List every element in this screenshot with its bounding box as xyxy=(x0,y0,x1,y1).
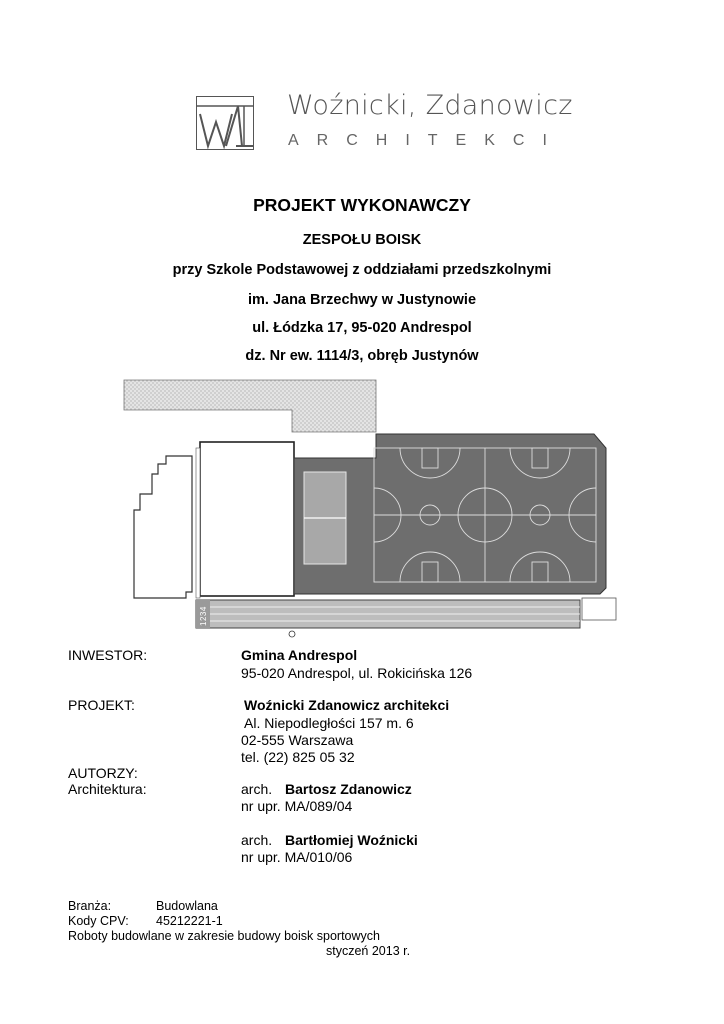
works-description: Roboty budowlane w zakresie budowy boisk sportowych xyxy=(68,929,380,943)
author-license: nr upr. MA/010/06 xyxy=(241,849,353,865)
author-name: Bartłomiej Woźnicki xyxy=(285,832,418,848)
shot-put-circle xyxy=(289,631,295,637)
author-license: nr upr. MA/089/04 xyxy=(241,798,353,814)
investor-label: INWESTOR: xyxy=(68,647,148,663)
cpv-value: 45212221-1 xyxy=(156,914,223,928)
firm-name: Woźnicki, Zdanowicz xyxy=(287,90,573,121)
project-firm: Woźnicki Zdanowicz architekci xyxy=(244,697,450,713)
project-street: Al. Niepodległości 157 m. 6 xyxy=(244,715,414,731)
document-title: PROJEKT WYKONAWCZY xyxy=(253,195,471,215)
project-label: PROJEKT: xyxy=(68,697,135,713)
investor-name: Gmina Andrespol xyxy=(241,647,358,663)
firm-logo-icon xyxy=(196,96,254,150)
school-building xyxy=(134,456,192,598)
sports-hall xyxy=(200,442,294,596)
branza-value: Budowlana xyxy=(156,899,218,913)
author-prefix: arch. xyxy=(241,781,273,797)
investor-address: 95-020 Andrespol, ul. Rokicińska 126 xyxy=(241,665,473,681)
site-plan-drawing xyxy=(120,378,620,638)
basketball-courts xyxy=(374,448,596,582)
firm-subtitle: ARCHITEKCI xyxy=(288,132,565,149)
author-prefix: arch. xyxy=(241,832,273,848)
title-line-2: ZESPOŁU BOISK xyxy=(302,232,422,248)
cpv-label: Kody CPV: xyxy=(68,914,129,928)
branza-label: Branża: xyxy=(68,899,112,913)
title-line-3: przy Szkole Podstawowej z oddziałami przedszkolnymi xyxy=(172,262,552,278)
architecture-label: Architektura: xyxy=(68,781,147,797)
long-jump-pit xyxy=(582,598,616,620)
title-line-4: im. Jana Brzechwy w Justynowie xyxy=(247,292,477,308)
document-date: styczeń 2013 r. xyxy=(326,944,411,958)
project-city: 02-555 Warszawa xyxy=(241,732,354,748)
authors-label: AUTORZY: xyxy=(68,765,138,781)
track-lane-numbers: 1234 xyxy=(199,606,208,626)
title-line-6: dz. Nr ew. 1114/3, obręb Justynów xyxy=(245,348,479,364)
project-phone: tel. (22) 825 05 32 xyxy=(241,749,355,765)
title-line-5: ul. Łódzka 17, 95-020 Andrespol xyxy=(252,320,472,336)
access-road xyxy=(124,380,376,432)
author-name: Bartosz Zdanowicz xyxy=(285,781,412,797)
